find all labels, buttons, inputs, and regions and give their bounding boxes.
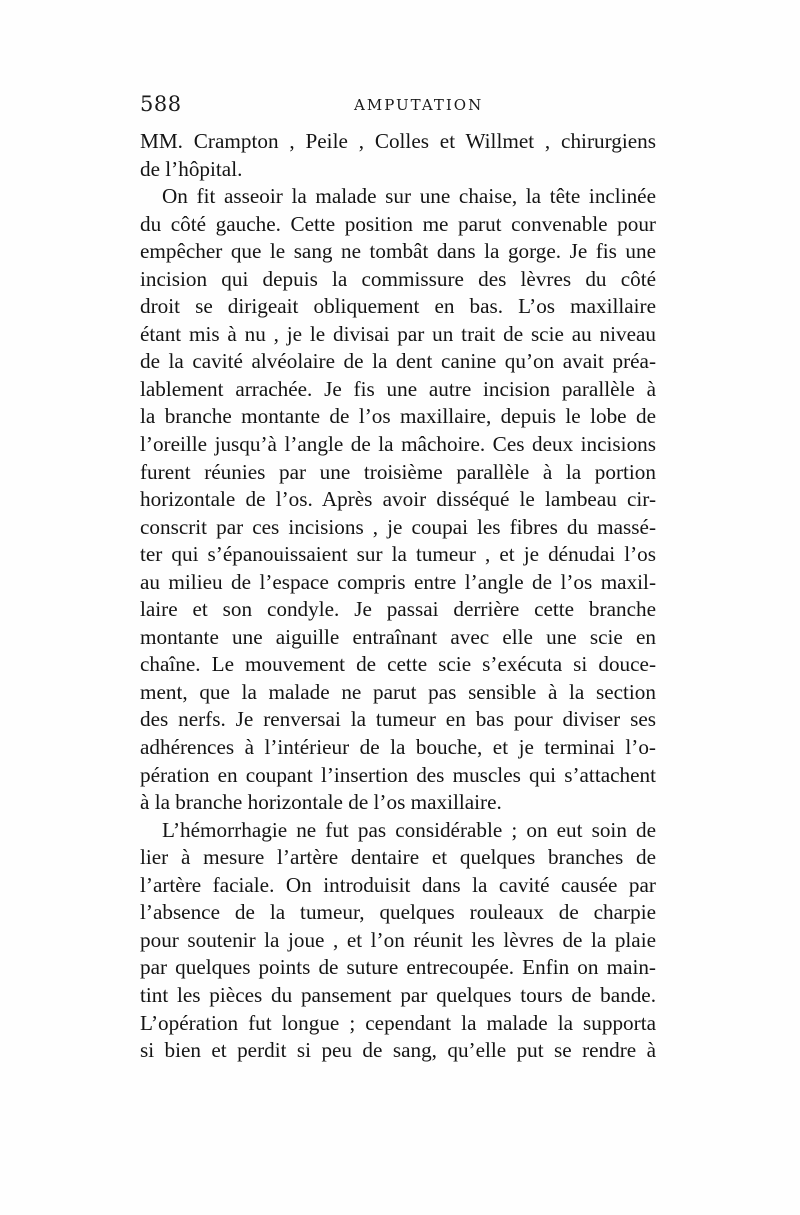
paragraph: [140, 817, 656, 1065]
text-line: lablement arrachée. Je fis une autre incision parallèle à: [140, 376, 656, 401]
text-line: L’hémorrhagie ne fut pas considérable ; on eut soin de: [162, 817, 656, 842]
text-line: des nerfs. Je renversai la tumeur en bas pour diviser ses: [140, 707, 656, 732]
text-line: au milieu de l’espace compris entre l’angle de l’os maxil-: [140, 569, 656, 594]
text-line: de l’hôpital.: [140, 156, 243, 181]
paragraph: [140, 183, 656, 817]
text-line: empêcher que le sang ne tombât dans la gorge. Je fis une: [140, 239, 656, 264]
text-line: L’opération fut longue ; cependant la malade la supporta: [140, 1010, 656, 1035]
text-line: tint les pièces du pansement par quelques tours de bande.: [140, 982, 656, 1007]
text-line: horizontale de l’os. Après avoir disséqué le lambeau cir-: [140, 487, 656, 512]
text-line: adhérences à l’intérieur de la bouche, et je terminai l’o-: [140, 735, 656, 760]
text-line: ment, que la malade ne parut pas sensible à la section: [140, 679, 656, 704]
text-line: On fit asseoir la malade sur une chaise, la tête inclinée: [162, 184, 656, 209]
text-line: à la branche horizontale de l’os maxillaire.: [140, 790, 502, 815]
text-line: l’artère faciale. On introduisit dans la cavité causée par: [140, 872, 656, 897]
running-title: AMPUTATION: [354, 96, 484, 114]
body-text: [140, 128, 656, 1065]
text-line: montante une aiguille entraînant avec elle une scie en: [140, 624, 656, 649]
text-line: MM. Crampton , Peile , Colles et Willmet , chirurgiens: [140, 129, 656, 153]
text-line: du côté gauche. Cette position me parut convenable pour: [140, 211, 656, 236]
text-line: conscrit par ces incisions , je coupai les fibres du massé-: [140, 514, 656, 539]
text-line: furent réunies par une troisième parallèle à la portion: [140, 459, 656, 484]
text-line: si bien et perdit si peu de sang, qu’elle put se rendre à: [140, 1038, 656, 1063]
text-line: droit se dirigeait obliquement en bas. L’os maxillaire: [140, 294, 656, 319]
text-line: chaîne. Le mouvement de cette scie s’exécuta si douce-: [140, 652, 656, 677]
paragraph: [140, 128, 656, 183]
text-line: lier à mesure l’artère dentaire et quelques branches de: [140, 845, 656, 870]
running-head: [140, 92, 660, 122]
text-line: de la cavité alvéolaire de la dent canine qu’on avait préa-: [140, 349, 656, 374]
text-line: la branche montante de l’os maxillaire, depuis le lobe de: [140, 404, 656, 429]
text-line: pour soutenir la joue , et l’on réunit les lèvres de la plaie: [140, 927, 656, 952]
text-line: ter qui s’épanouissaient sur la tumeur , et je dénudai l’os: [140, 542, 656, 567]
text-line: l’absence de la tumeur, quelques rouleaux de charpie: [140, 900, 656, 925]
text-line: l’oreille jusqu’à l’angle de la mâchoire. Ces deux incisions: [140, 432, 656, 457]
text-line: par quelques points de suture entrecoupée. Enfin on main-: [140, 955, 656, 980]
text-line: laire et son condyle. Je passai derrière cette branche: [140, 597, 656, 622]
page-number: 588: [140, 92, 182, 116]
text-line: pération en coupant l’insertion des muscles qui s’attachent: [140, 762, 656, 787]
text-line: étant mis à nu , je le divisai par un trait de scie au niveau: [140, 321, 656, 346]
text-line: incision qui depuis la commissure des lèvres du côté: [140, 266, 656, 291]
